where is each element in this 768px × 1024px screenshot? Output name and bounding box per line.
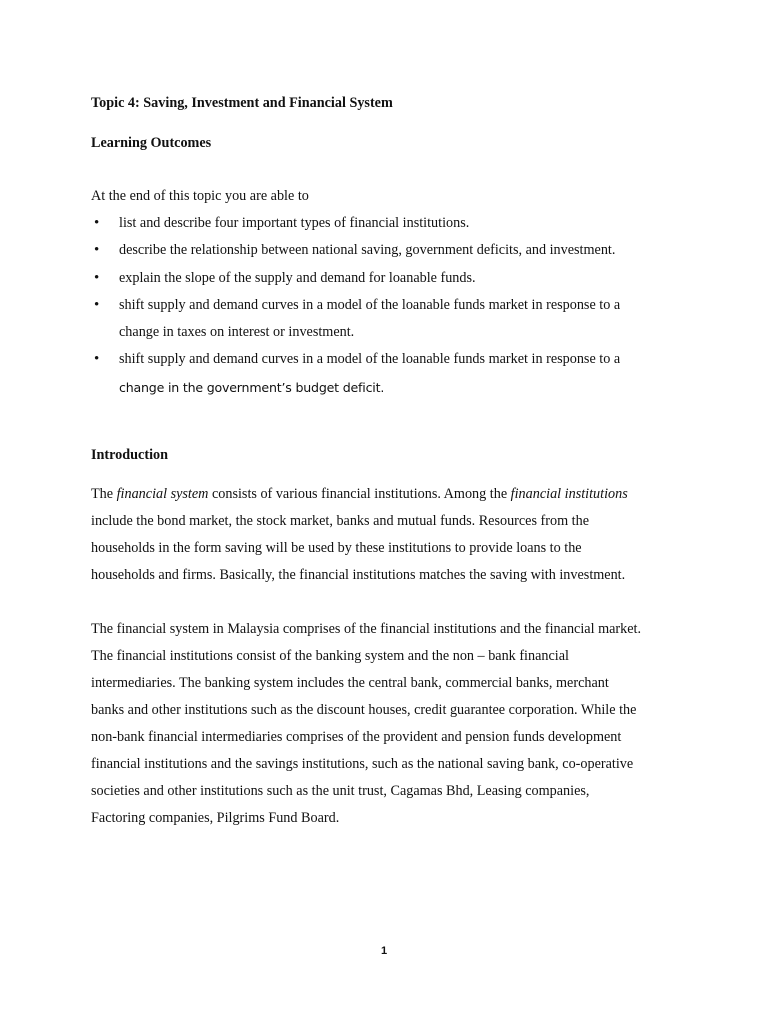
- list-item: [91, 210, 711, 237]
- paragraph-line: include the bond market, the stock market, banks and mutual funds. Resources from the: [91, 513, 590, 529]
- outcomes-intro-text: At the end of this topic you are able to: [91, 188, 309, 204]
- list-item-text: • shift supply and demand curves in a model of the loanable funds market in response to a: [119, 351, 621, 368]
- paragraph-line: intermediaries. The banking system includes the central bank, commercial banks, merchant: [91, 675, 609, 691]
- paragraph-line: households in the form saving will be used by these institutions to provide loans to the: [91, 540, 582, 556]
- introduction-paragraph-2: [91, 616, 691, 832]
- list-item-text: • explain the slope of the supply and demand for loanable funds.: [119, 269, 476, 286]
- text-run: consists of various financial institutions. Among the: [208, 486, 511, 502]
- paragraph-line: societies and other institutions such as the unit trust, Cagamas Bhd, Leasing companies,: [91, 783, 590, 799]
- paragraph-line: financial institutions and the savings institutions, such as the national saving bank, co-operative: [91, 756, 634, 772]
- learning-outcomes-heading: Learning Outcomes: [91, 135, 212, 151]
- list-item-text-continued: change in the government’s budget deficit.: [119, 379, 385, 395]
- list-item-text: • shift supply and demand curves in a model of the loanable funds market in response to a: [119, 296, 621, 313]
- list-item-text: • list and describe four important types of financial institutions.: [119, 215, 470, 231]
- list-item: [91, 292, 711, 347]
- italic-term: financial institutions: [510, 486, 628, 502]
- paragraph-line: non-bank financial intermediaries comprises of the provident and pension funds development: [91, 729, 622, 745]
- document-title: Topic 4: Saving, Investment and Financial System: [91, 95, 393, 111]
- paragraph-line: banks and other institutions such as the discount houses, credit guarantee corporation. While the: [91, 702, 637, 718]
- introduction-heading: Introduction: [91, 447, 168, 463]
- list-item: [91, 237, 711, 264]
- introduction-paragraph-1: [91, 481, 691, 589]
- page-number: 1: [380, 945, 388, 957]
- paragraph-line: households and firms. Basically, the financial institutions matches the saving with investment.: [91, 567, 626, 583]
- paragraph-line: Factoring companies, Pilgrims Fund Board.: [91, 810, 340, 826]
- paragraph-line: [91, 481, 691, 508]
- italic-term: financial system: [116, 486, 209, 502]
- text-run: The: [91, 486, 117, 502]
- list-item: [91, 346, 711, 401]
- list-item: [91, 265, 711, 292]
- paragraph-line: The financial institutions consist of the banking system and the non – bank financial: [91, 648, 569, 664]
- learning-outcomes-list: [91, 210, 711, 401]
- list-item-text-continued: change in taxes on interest or investment.: [119, 324, 355, 341]
- list-item-text: • describe the relationship between national saving, government deficits, and investment.: [119, 242, 616, 259]
- paragraph-line: The financial system in Malaysia comprises of the financial institutions and the financial market.: [91, 621, 642, 637]
